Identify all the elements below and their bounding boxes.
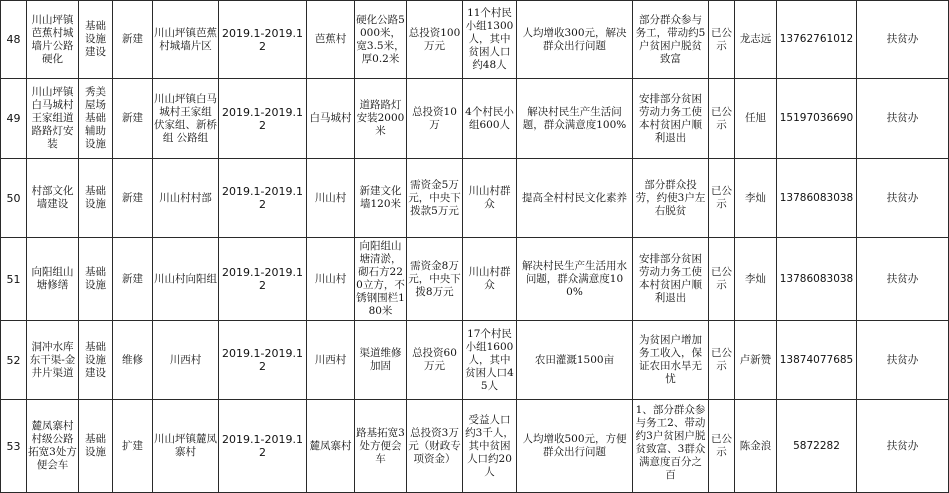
row-number: 50 (1, 159, 27, 238)
contact-person: 任旭 (735, 79, 777, 159)
construction-period: 2019.1-2019.12 (219, 321, 307, 400)
implementing-unit: 白马城村 (307, 79, 355, 159)
project-type: 基础设施 (79, 238, 113, 321)
contact-person: 卢新赞 (735, 321, 777, 400)
expected-benefit: 解决村民生产生活问题，群众满意度100% (517, 79, 633, 159)
publicity-status: 已公示 (709, 79, 735, 159)
contact-phone: 5872282 (777, 400, 857, 493)
project-type: 基础设施建设 (79, 321, 113, 400)
beneficiary-population: 受益人口约3千人，其中贫困人口约20人 (463, 400, 517, 493)
funding-scale: 需资金5万元，中央下拨款5万元 (407, 159, 463, 238)
publicity-status: 已公示 (709, 238, 735, 321)
row-number: 53 (1, 400, 27, 493)
contact-phone: 13874077685 (777, 321, 857, 400)
project-name: 洞冲水库东干渠-金井片渠道 (27, 321, 79, 400)
construction-content: 渠道维修加固 (355, 321, 407, 400)
project-location: 川山坪镇麓凤寨村 (153, 400, 219, 493)
construction-content: 道路路灯安装2000米 (355, 79, 407, 159)
responsible-dept: 扶贫办 (857, 1, 949, 79)
construction-nature: 新建 (113, 1, 153, 79)
construction-nature: 新建 (113, 79, 153, 159)
project-location: 川山坪镇芭蕉村城墙片区 (153, 1, 219, 79)
project-type: 秀美屋场基础辅助设施 (79, 79, 113, 159)
funding-scale: 总投资10万 (407, 79, 463, 159)
contact-phone: 13762761012 (777, 1, 857, 79)
construction-nature: 维修 (113, 321, 153, 400)
beneficiary-population: 11个村民小组1300人，其中贫困人口约48人 (463, 1, 517, 79)
row-number: 52 (1, 321, 27, 400)
project-location: 川山村向阳组 (153, 238, 219, 321)
table-row (1, 79, 949, 159)
contact-phone: 15197036690 (777, 79, 857, 159)
publicity-status: 已公示 (709, 159, 735, 238)
table-row (1, 400, 949, 493)
contact-person: 龙志远 (735, 1, 777, 79)
contact-person: 李灿 (735, 159, 777, 238)
project-location: 川西村 (153, 321, 219, 400)
table-row (1, 238, 949, 321)
contact-phone: 13786083038 (777, 238, 857, 321)
project-type: 基础设施建设 (79, 1, 113, 79)
project-name: 向阳组山塘修缮 (27, 238, 79, 321)
benefit-mechanism: 为贫困户增加务工收入，保证农田水旱无忧 (633, 321, 709, 400)
beneficiary-population: 4个村民小组600人 (463, 79, 517, 159)
funding-scale: 总投资60万元 (407, 321, 463, 400)
construction-content: 路基拓宽3处方便会车 (355, 400, 407, 493)
funding-scale: 总投资3万元（财政专项资金） (407, 400, 463, 493)
construction-content: 硬化公路5000米，宽3.5米，厚0.2米 (355, 1, 407, 79)
construction-content: 向阳组山塘清淤，砌石方220立方，不锈钢围栏180米 (355, 238, 407, 321)
construction-content: 新建文化墙120米 (355, 159, 407, 238)
publicity-status: 已公示 (709, 1, 735, 79)
publicity-status: 已公示 (709, 321, 735, 400)
project-name: 川山坪镇芭蕉村城墙片公路硬化 (27, 1, 79, 79)
benefit-mechanism: 1、部分群众参与务工2、带动约3户贫困户脱贫致富、3群众满意度百分之百 (633, 400, 709, 493)
contact-person: 李灿 (735, 238, 777, 321)
table-row (1, 159, 949, 238)
project-name: 川山坪镇白马城村王家组道路路灯安装 (27, 79, 79, 159)
project-location: 川山村村部 (153, 159, 219, 238)
expected-benefit: 人均增收500元，方便群众出行问题 (517, 400, 633, 493)
construction-period: 2019.1-2019.12 (219, 238, 307, 321)
construction-nature: 新建 (113, 159, 153, 238)
implementing-unit: 麓凤寨村 (307, 400, 355, 493)
benefit-mechanism: 安排部分贫困劳动力务工使本村贫困户顺利退出 (633, 238, 709, 321)
responsible-dept: 扶贫办 (857, 238, 949, 321)
project-name: 麓凤寨村村级公路拓宽3处方便会车 (27, 400, 79, 493)
construction-period: 2019.1-2019.12 (219, 1, 307, 79)
construction-period: 2019.1-2019.12 (219, 159, 307, 238)
construction-nature: 新建 (113, 238, 153, 321)
project-type: 基础设施 (79, 400, 113, 493)
responsible-dept: 扶贫办 (857, 79, 949, 159)
implementing-unit: 川山村 (307, 238, 355, 321)
implementing-unit: 川西村 (307, 321, 355, 400)
responsible-dept: 扶贫办 (857, 159, 949, 238)
table-row (1, 1, 949, 79)
publicity-status: 已公示 (709, 400, 735, 493)
implementing-unit: 川山村 (307, 159, 355, 238)
row-number: 49 (1, 79, 27, 159)
beneficiary-population: 川山村群众 (463, 238, 517, 321)
benefit-mechanism: 安排部分贫困劳动力务工使本村贫困户顺利退出 (633, 79, 709, 159)
project-location: 川山坪镇白马城村王家组 伏家组、新桥组 公路组 (153, 79, 219, 159)
row-number: 48 (1, 1, 27, 79)
table-row (1, 321, 949, 400)
contact-phone: 13786083038 (777, 159, 857, 238)
expected-benefit: 农田灌溉1500亩 (517, 321, 633, 400)
beneficiary-population: 17个村民小组1600人，其中贫困人口45人 (463, 321, 517, 400)
responsible-dept: 扶贫办 (857, 321, 949, 400)
funding-scale: 总投资100万元 (407, 1, 463, 79)
construction-period: 2019.1-2019.12 (219, 400, 307, 493)
construction-nature: 扩建 (113, 400, 153, 493)
benefit-mechanism: 部分群众投劳，约使3户左右脱贫 (633, 159, 709, 238)
benefit-mechanism: 部分群众参与务工，带动约5户贫困户脱贫致富 (633, 1, 709, 79)
project-name: 村部文化墙建设 (27, 159, 79, 238)
row-number: 51 (1, 238, 27, 321)
responsible-dept: 扶贫办 (857, 400, 949, 493)
implementing-unit: 芭蕉村 (307, 1, 355, 79)
expected-benefit: 人均增收300元，解决群众出行问题 (517, 1, 633, 79)
project-type: 基础设施 (79, 159, 113, 238)
expected-benefit: 解决村民生产生活用水问题，群众满意度100% (517, 238, 633, 321)
expected-benefit: 提高全村村民文化素养 (517, 159, 633, 238)
beneficiary-population: 川山村群众 (463, 159, 517, 238)
construction-period: 2019.1-2019.12 (219, 79, 307, 159)
contact-person: 陈金浪 (735, 400, 777, 493)
funding-scale: 需资金8万元，中央下拨8万元 (407, 238, 463, 321)
